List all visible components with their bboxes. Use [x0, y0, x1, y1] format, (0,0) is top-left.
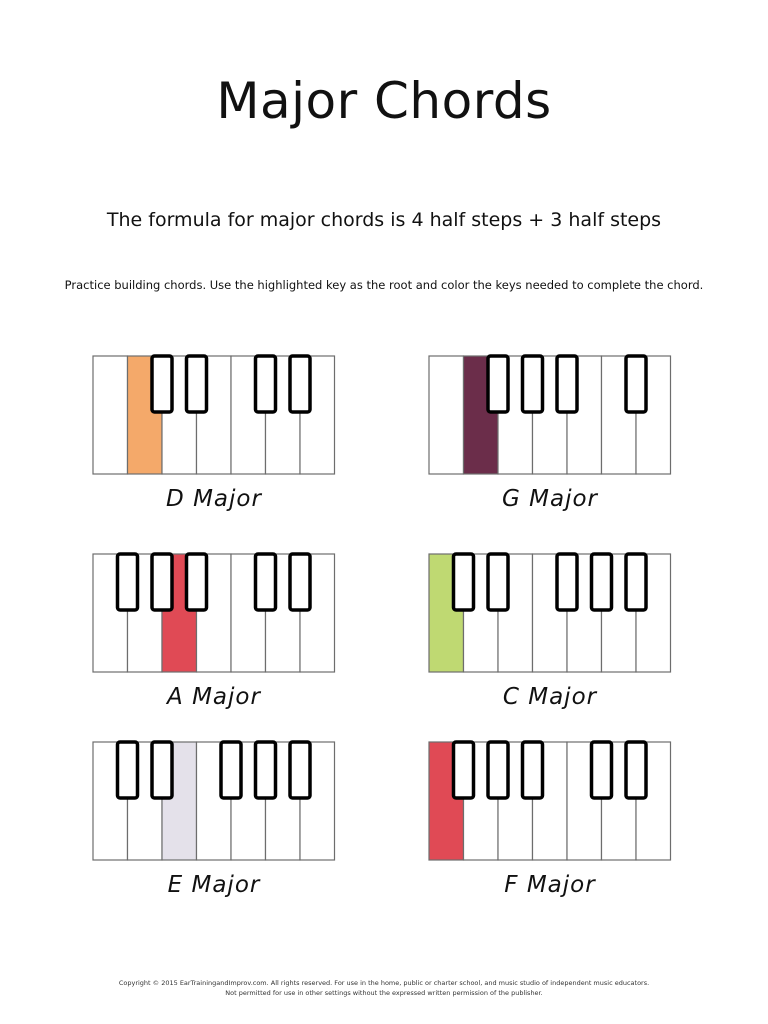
chord-label-e-major: E Major — [167, 872, 261, 898]
chord-label-g-major: G Major — [502, 486, 598, 512]
chord-label-a-major: A Major — [167, 684, 261, 710]
formula-subtitle: The formula for major chords is 4 half steps + 3 half steps — [106, 209, 662, 231]
black-key — [256, 742, 276, 798]
copyright-line-2: Not permitted for use in other settings without the expressed written permission of the publisher. — [225, 989, 543, 997]
chord-label-d-major: D Major — [166, 486, 262, 512]
black-key — [523, 742, 543, 798]
black-key — [592, 742, 612, 798]
black-key — [290, 356, 310, 412]
chord-label-c-major: C Major — [502, 684, 598, 710]
black-key — [488, 742, 508, 798]
white-key — [93, 356, 128, 474]
black-key — [152, 554, 172, 610]
keyboard-d-major — [92, 355, 336, 475]
white-key — [429, 356, 464, 474]
black-key — [152, 356, 172, 412]
copyright-line-1: Copyright © 2015 EarTrainingandImprov.com. All rights reserved. For use in the home, public or charter school, and music studio of independent music educators. — [118, 979, 650, 987]
black-key — [187, 554, 207, 610]
black-key — [118, 554, 138, 610]
black-key — [557, 554, 577, 610]
black-key — [523, 356, 543, 412]
black-key — [118, 742, 138, 798]
black-key — [488, 554, 508, 610]
black-key — [557, 356, 577, 412]
black-key — [454, 742, 474, 798]
black-key — [626, 742, 646, 798]
black-key — [592, 554, 612, 610]
black-key — [152, 742, 172, 798]
instructions-text: Practice building chords. Use the highlighted key as the root and color the keys needed to complete the chord. — [64, 278, 704, 292]
keyboard-e-major — [92, 741, 336, 861]
black-key — [290, 742, 310, 798]
black-key — [626, 554, 646, 610]
black-key — [187, 356, 207, 412]
black-key — [221, 742, 241, 798]
keyboard-f-major — [428, 741, 672, 861]
black-key — [488, 356, 508, 412]
black-key — [256, 356, 276, 412]
keyboard-g-major — [428, 355, 672, 475]
black-key — [256, 554, 276, 610]
black-key — [454, 554, 474, 610]
black-key — [626, 356, 646, 412]
page-title: Major Chords — [216, 72, 552, 130]
keyboard-c-major — [428, 553, 672, 673]
keyboard-a-major — [92, 553, 336, 673]
chord-label-f-major: F Major — [504, 872, 596, 898]
black-key — [290, 554, 310, 610]
copyright-footer — [0, 978, 768, 998]
